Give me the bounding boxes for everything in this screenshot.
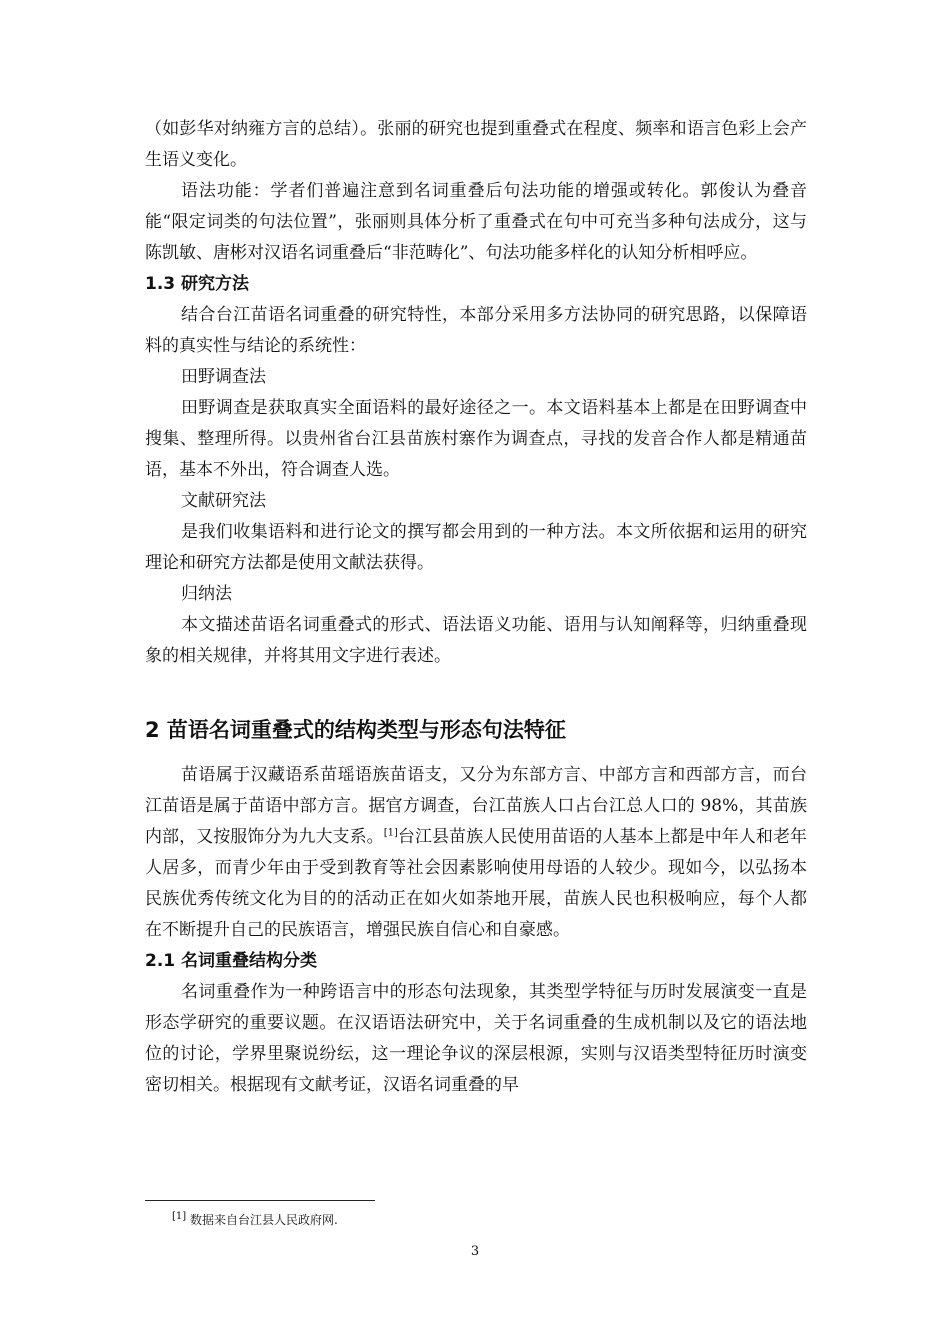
page-content: [145, 114, 807, 1101]
paragraph-noun-reduplication: 名词重叠作为一种跨语言中的形态句法现象，其类型学特征与历时发展演变一直是形态学研究的重要议题。在汉语语法研究中，关于名词重叠的生成机制以及它的语法地位的讨论，学界里聚说纷纭，这一理论争议的深层根源，实则与汉语类型特征历时演变密切相关。根据现有文献考证，汉语名词重叠的早: [145, 982, 807, 1095]
footnote-text: 数据来自台江县人民政府网.: [186, 1213, 338, 1227]
method-title-fieldwork: 田野调查法: [181, 367, 266, 387]
chapter-heading-wrap: [145, 672, 807, 760]
paragraph-fieldwork: 田野调查是获取真实全面语料的最好途径之一。本文语料基本上都是在田野调查中搜集、整理所得。以贵州省台江县苗族村寨作为调查点，寻找的发音合作人都是精通苗语，基本不外出，符合调查人选。: [145, 398, 807, 480]
paragraph-literature: 是我们收集语料和进行论文的撰写都会用到的一种方法。本文所依据和运用的研究理论和研究方法都是使用文献法获得。: [145, 522, 807, 573]
paragraph-miao-intro: [145, 760, 807, 946]
paragraph-continued: （如彭华对纳雍方言的总结）。张丽的研究也提到重叠式在程度、频率和语言色彩上会产生语义变化。: [145, 119, 807, 170]
method-title-induction: 归纳法: [181, 584, 232, 604]
footnote: [172, 1212, 338, 1228]
paragraph-grammar-function: 语法功能：学者们普遍注意到名词重叠后句法功能的增强或转化。郭俊认为叠音能“限定词类的句法位置”，张丽则具体分析了重叠式在句中可充当多种句法成分，这与陈凯敏、唐彬对汉语名词重叠后“非范畴化”、句法功能多样化的认知分析相呼应。: [145, 181, 807, 263]
footnote-reference[interactable]: [1]: [383, 827, 398, 839]
section-heading-2-1: 2.1 名词重叠结构分类: [145, 951, 318, 971]
paragraph-methods-intro: 结合台江苗语名词重叠的研究特性，本部分采用多方法协同的研究思路，以保障语料的真实性与结论的系统性：: [145, 305, 807, 356]
chapter-heading-2: 2 苗语名词重叠式的结构类型与形态句法特征: [145, 718, 566, 742]
footnote-divider: [145, 1200, 375, 1201]
paragraph-miao-intro-part1: 苗语属于汉藏语系苗瑶语族苗语支，又分为东部方言、中部方言和西部方言，而台江苗语是属于苗语中部方言。据官方调查，台江苗族人口占台江总人口的 98%，其苗族内部，又按服饰分为九大支系。: [145, 765, 807, 847]
section-heading-1-3: 1.3 研究方法: [145, 274, 250, 294]
footnote-marker: [1]: [172, 1211, 187, 1222]
paragraph-miao-intro-part2: 台江县苗族人民使用苗语的人基本上都是中年人和老年人居多，而青少年由于受到教育等社会因素影响使用母语的人较少。现如今，以弘扬本民族优秀传统文化为目的的活动正在如火如荼地开展，苗族人民也积极响应，每个人都在不断提升自己的民族语言，增强民族自信心和自豪感。: [145, 827, 808, 940]
paragraph-induction: 本文描述苗语名词重叠式的形式、语法语义功能、语用与认知阐释等，归纳重叠现象的相关规律，并将其用文字进行表述。: [145, 615, 807, 666]
method-title-literature: 文献研究法: [181, 491, 266, 511]
page-number: 3: [470, 1244, 480, 1259]
